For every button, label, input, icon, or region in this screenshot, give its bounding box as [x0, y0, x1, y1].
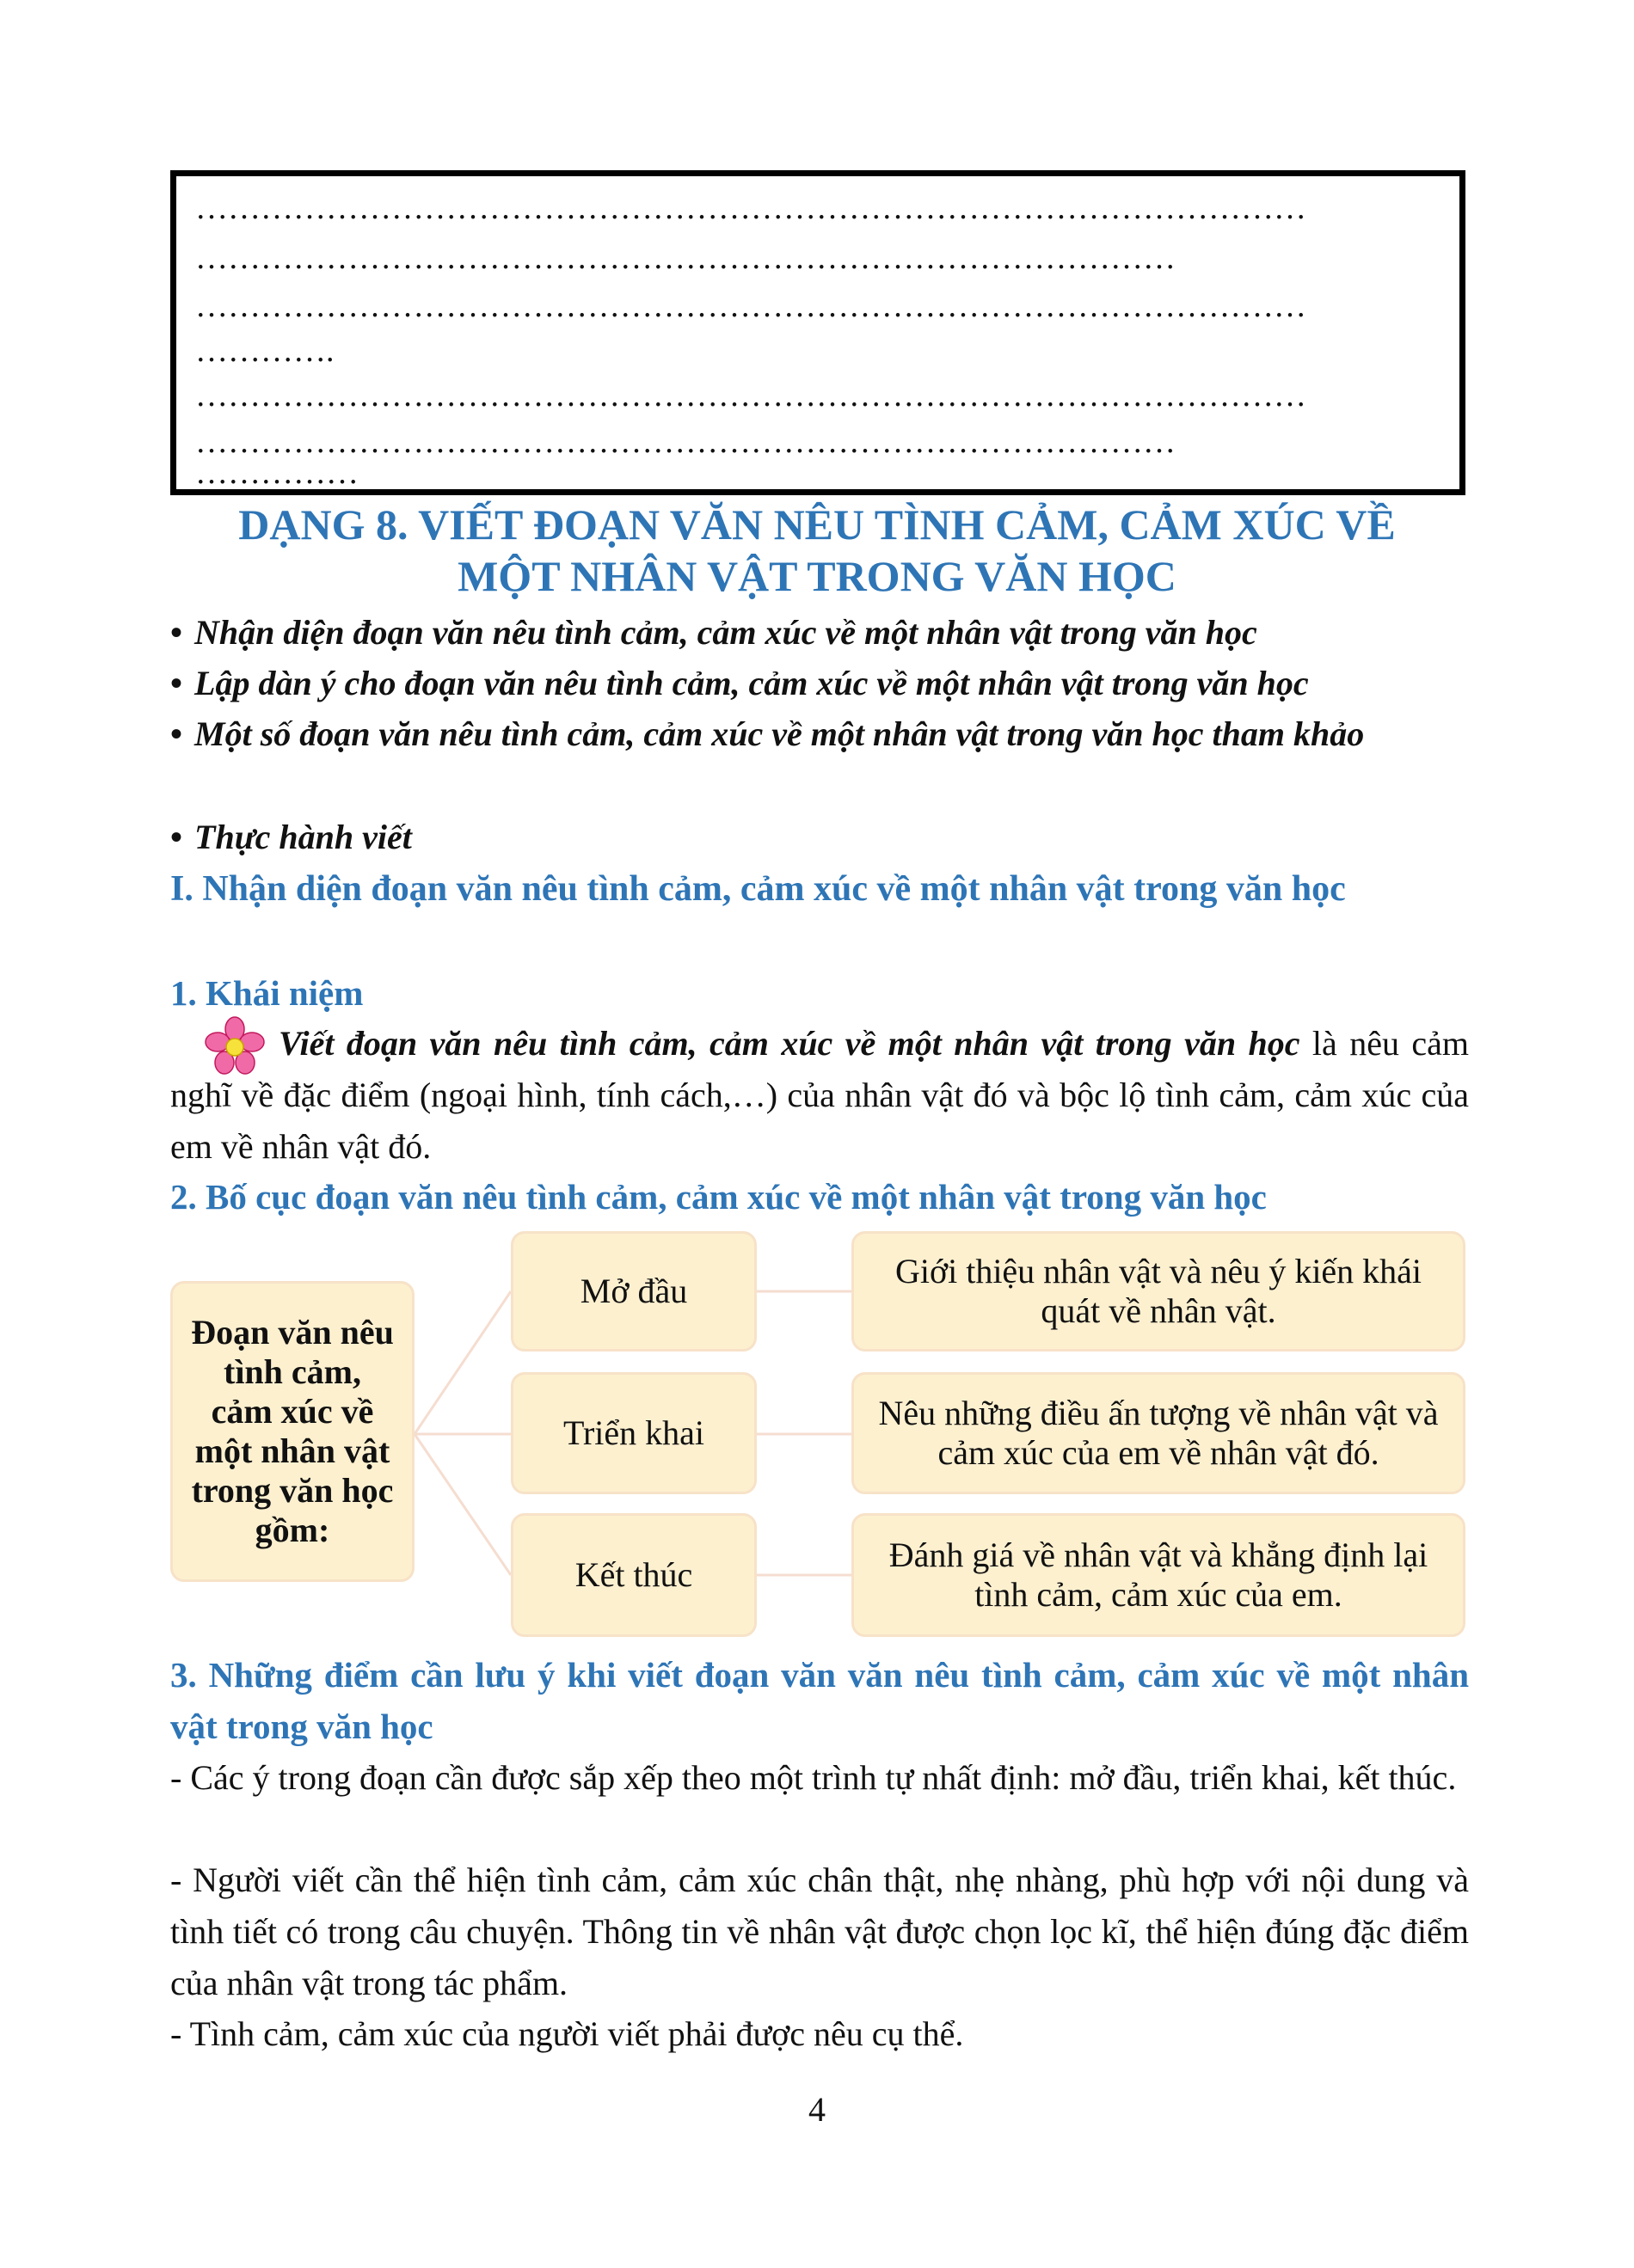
- note-item: - Người viết cần thể hiện tình cảm, cảm xúc chân thật, nhẹ nhàng, phù hợp với nội dung và tình tiết có trong câu chuyện. Thông tin về nhân vật được chọn lọc kĩ, thể hiện đúng đặc điểm của nhân vật trong tác phẩm.: [170, 1860, 1469, 2002]
- bullet-item: • Nhận diện đoạn văn nêu tình cảm, cảm xúc về một nhân vật trong văn học: [170, 613, 1257, 652]
- title-line-2: MỘT NHÂN VẬT TRONG VĂN HỌC: [458, 552, 1176, 600]
- dotted-line: …………………………………………………………………………………………: [195, 192, 1306, 224]
- dotted-line: ………….: [195, 334, 335, 367]
- title-line-1: DẠNG 8. VIẾT ĐOẠN VĂN NÊU TÌNH CẢM, CẢM XÚC VỀ: [238, 500, 1396, 549]
- subsection-heading: 3. Những điểm cần lưu ý khi viết đoạn văn văn nêu tình cảm, cảm xúc về một nhân vật trong văn học: [170, 1655, 1469, 1746]
- definition-paragraph: Viết đoạn văn nêu tình cảm, cảm xúc về một nhân vật trong văn học là nêu cảm nghĩ về đặc điểm (ngoại hình, tính cách,…) của nhân vật đó và bộc lộ tình cảm, cảm xúc của em về nhân vật đó.: [170, 1024, 1469, 1166]
- note-item: - Các ý trong đoạn cần được sắp xếp theo một trình tự nhất định: mở đầu, triển khai, kết thúc.: [170, 1758, 1457, 1797]
- dotted-line: …………………………………………………………………………………………: [195, 379, 1306, 412]
- page-number: 4: [808, 2090, 826, 2129]
- connector-line: [415, 1291, 511, 1434]
- note-item: - Tình cảm, cảm xúc của người viết phải được nêu cụ thể.: [170, 2014, 964, 2053]
- dotted-line: ………………………………………………………………………………: [195, 242, 1176, 274]
- diagram-desc-box: Giới thiệu nhân vật và nêu ý kiến khái quát về nhân vật.: [851, 1231, 1465, 1352]
- subsection-heading: 2. Bố cục đoạn văn nêu tình cảm, cảm xúc về một nhân vật trong văn học: [170, 1177, 1267, 1217]
- bullet-symbol: •: [170, 613, 183, 652]
- bullet-item: • Thực hành viết: [170, 818, 412, 856]
- bullet-symbol: •: [170, 714, 183, 753]
- bullet-symbol: •: [170, 664, 183, 702]
- diagram-root-box: Đoạn văn nêu tình cảm, cảm xúc về một nhân vật trong văn học gồm:: [170, 1281, 415, 1582]
- diagram-part-box: Triển khai: [511, 1372, 757, 1494]
- dotted-line: ……………: [195, 457, 359, 489]
- dotted-line: ………………………………………………………………………………: [195, 426, 1176, 458]
- bullet-item: • Lập dàn ý cho đoạn văn nêu tình cảm, cảm xúc về một nhân vật trong văn học: [170, 664, 1309, 702]
- diagram-desc-box: Nêu những điều ấn tượng về nhân vật và cảm xúc của em về nhân vật đó.: [851, 1372, 1465, 1494]
- definition-term: Viết đoạn văn nêu tình cảm, cảm xúc về một nhân vật trong văn học: [279, 1024, 1300, 1063]
- diagram-part-box: Kết thúc: [511, 1513, 757, 1637]
- dotted-line: …………………………………………………………………………………………: [195, 290, 1306, 322]
- bullet-symbol: •: [170, 818, 183, 856]
- bullet-item: • Một số đoạn văn nêu tình cảm, cảm xúc về một nhân vật trong văn học tham khảo: [170, 714, 1365, 753]
- diagram-part-box: Mở đầu: [511, 1231, 757, 1352]
- subsection-heading: 1. Khái niệm: [170, 973, 364, 1013]
- section-heading: I. Nhận diện đoạn văn nêu tình cảm, cảm xúc về một nhân vật trong văn học: [170, 869, 1346, 909]
- diagram-desc-box: Đánh giá về nhân vật và khẳng định lại tình cảm, cảm xúc của em.: [851, 1513, 1465, 1637]
- connector-line: [415, 1434, 511, 1575]
